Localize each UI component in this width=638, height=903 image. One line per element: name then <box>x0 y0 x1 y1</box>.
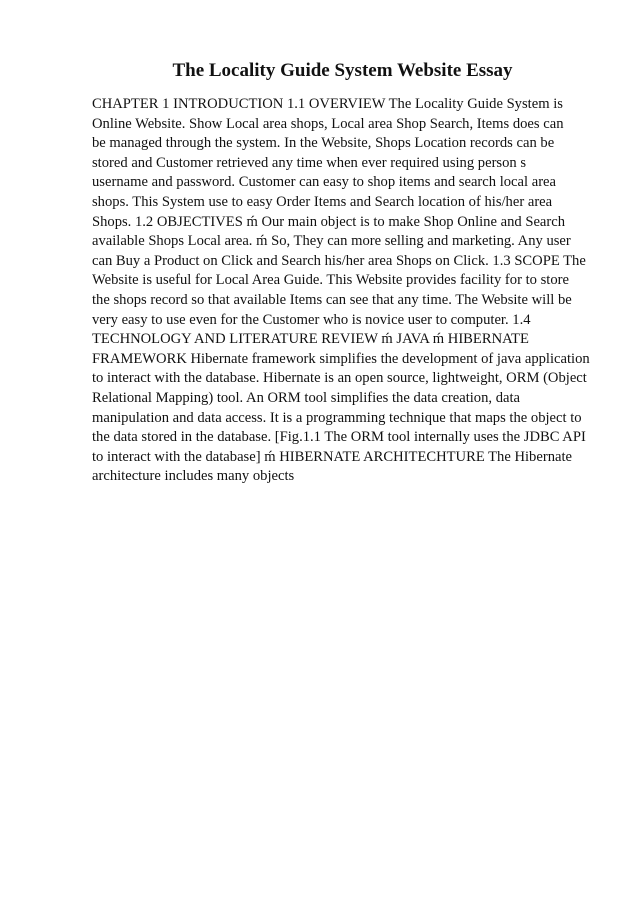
body-line: FRAMEWORK Hibernate framework simplifies the development of java application <box>92 350 590 367</box>
body-line: to interact with the database] ḿ HIBERNATE ARCHITECHTURE The Hibernate <box>92 448 572 465</box>
body-line: CHAPTER 1 INTRODUCTION 1.1 OVERVIEW The Locality Guide System is <box>92 96 563 112</box>
body-line: can Buy a Product on Click and Search his/her area Shops on Click. 1.3 SCOPE The <box>92 252 586 269</box>
body-line: shops. This System use to easy Order Items and Search location of his/her area <box>92 193 553 210</box>
body-line: Online Website. Show Local area shops, Local area Shop Search, Items does can <box>92 115 564 132</box>
body-line: the data stored in the database. [Fig.1.1 The ORM tool internally uses the JDBC API <box>92 429 586 446</box>
body-line: architecture includes many objects <box>92 468 295 485</box>
body-line: be managed through the system. In the Website, Shops Location records can be <box>92 135 555 152</box>
body-line: username and password. Customer can easy to shop items and search local area <box>92 174 557 191</box>
document-title: The Locality Guide System Website Essay <box>172 60 513 81</box>
body-line: to interact with the database. Hibernate is an open source, lightweight, ORM (Object <box>92 370 587 387</box>
body-line: very easy to use even for the Customer who is novice user to computer. 1.4 <box>92 311 531 328</box>
body-line: Shops. 1.2 OBJECTIVES ḿ Our main object is to make Shop Online and Search <box>92 213 566 230</box>
body-line: Website is useful for Local Area Guide. This Website provides facility for to store <box>92 272 569 289</box>
body-line: stored and Customer retrieved any time when ever required using person s <box>92 154 527 171</box>
body-line: the shops record so that available Items can see that any time. The Website will be <box>92 291 572 308</box>
body-line: Relational Mapping) tool. An ORM tool simplifies the data creation, data <box>92 389 520 406</box>
body-line: TECHNOLOGY AND LITERATURE REVIEW ḿ JAVA ḿ HIBERNATE <box>92 331 529 348</box>
body-line: manipulation and data access. It is a programming technique that maps the object to <box>92 409 582 426</box>
document-body <box>92 95 592 487</box>
body-line: available Shops Local area. ḿ So, They can more selling and marketing. Any user <box>92 233 571 250</box>
